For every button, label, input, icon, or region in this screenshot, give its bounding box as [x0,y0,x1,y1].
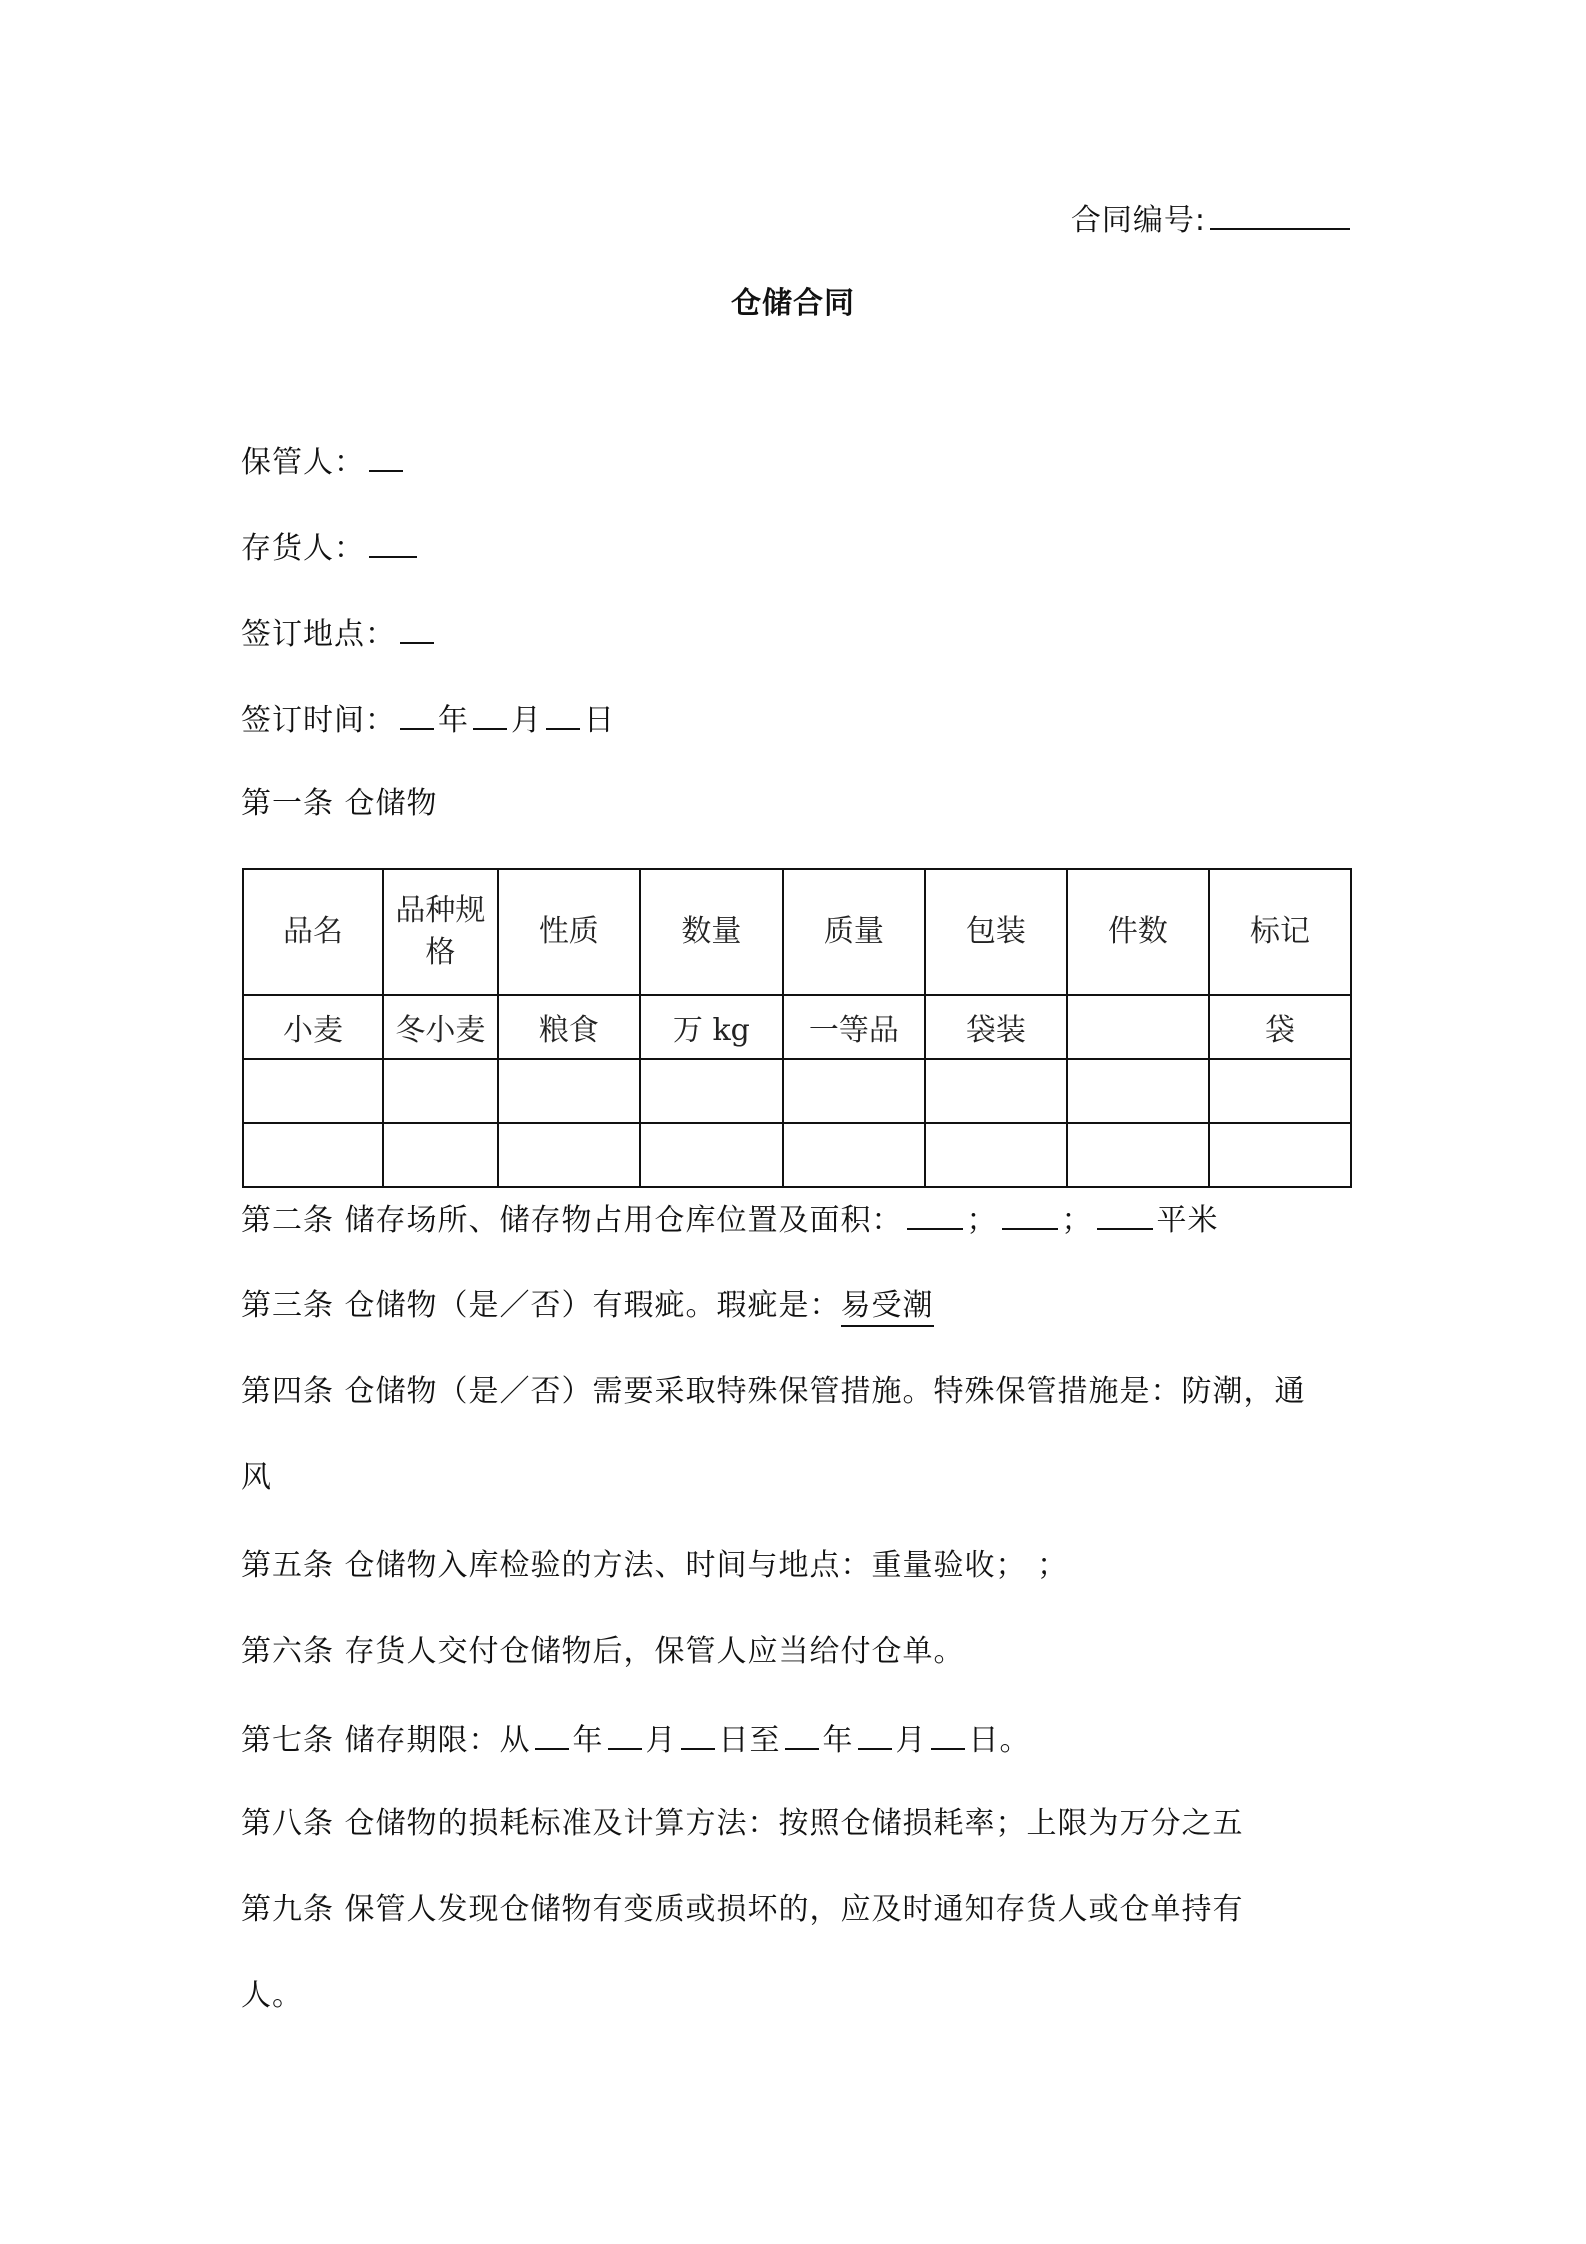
article-6: 第六条 存货人交付仓储物后，保管人应当给付仓单。 [241,1634,965,1669]
table-row [243,1059,1351,1123]
depositor-label: 存货人： [241,531,365,566]
table-cell [383,1059,498,1123]
document-title: 仓储合同 [731,286,855,321]
table-row [243,1123,1351,1187]
article-7-month: 月 [645,1723,677,1758]
article-1-heading: 第一条 仓储物 [241,786,438,821]
article-3-value: 易受潮 [841,1288,934,1327]
table-header-row [243,869,1351,995]
article-9-line-1: 第九条 保管人发现仓储物有变质或损坏的，应及时通知存货人或仓单持有 [241,1892,1244,1927]
table-cell: 袋装 [925,995,1067,1059]
article-7-year-2: 年 [822,1723,854,1758]
table-row [243,995,1351,1059]
article-2-blank-1 [907,1198,963,1230]
header-cell-text: 品种规格 [395,893,486,970]
header-cell: 件数 [1067,869,1209,995]
time-year-blank [400,698,434,730]
header-cell: 数量 [640,869,783,995]
table-cell [925,1123,1067,1187]
article-2-unit: 平米 [1156,1203,1219,1238]
article-7-blank-3 [681,1718,715,1750]
article-7-blank-2 [608,1718,642,1750]
article-2-blank-2 [1002,1198,1058,1230]
header-cell: 包装 [925,869,1067,995]
contract-number-blank [1210,198,1350,230]
article-3-text: 第三条 仓储物（是／否）有瑕疵。瑕疵是： [241,1288,841,1323]
table-cell [498,1123,640,1187]
table-cell [1067,995,1209,1059]
article-5: 第五条 仓储物入库检验的方法、时间与地点：重量验收； ； [241,1548,1069,1583]
table-cell [640,1123,783,1187]
table-cell: 一等品 [783,995,925,1059]
table-cell [243,1059,383,1123]
article-8: 第八条 仓储物的损耗标准及计算方法：按照仓储损耗率；上限为万分之五 [241,1806,1244,1841]
time-month: 月 [511,703,542,738]
depositor-blank [369,526,417,558]
place-label: 签订地点： [241,617,396,652]
contract-number-label: 合同编号: [1070,203,1206,238]
table-cell [498,1059,640,1123]
time-year: 年 [438,703,469,738]
article-2-sep-2: ； [1061,1203,1093,1238]
place-blank [400,612,434,644]
article-7-day-to: 日至 [718,1723,781,1758]
place-line [241,612,438,655]
header-cell: 性质 [498,869,640,995]
article-7-month-2: 月 [895,1723,927,1758]
table-cell: 粮食 [498,995,640,1059]
article-4-line-2: 风 [241,1460,272,1495]
time-day-blank [546,698,580,730]
table-cell [1209,1123,1351,1187]
article-7-blank-1 [535,1718,569,1750]
table-cell [783,1059,925,1123]
table-cell [1067,1059,1209,1123]
article-7 [241,1718,1031,1761]
article-7-end: 日。 [968,1723,1031,1758]
table-cell [383,1123,498,1187]
time-month-blank [473,698,507,730]
time-day: 日 [584,703,615,738]
header-cell: 质量 [783,869,925,995]
time-line [241,698,615,741]
table-cell: 袋 [1209,995,1351,1059]
table-cell [640,1059,783,1123]
depositor-line [241,526,421,569]
table-cell: 冬小麦 [383,995,498,1059]
article-2-blank-3 [1097,1198,1153,1230]
header-cell: 品名 [243,869,383,995]
article-7-blank-4 [785,1718,819,1750]
table-cell [243,1123,383,1187]
article-7-blank-6 [931,1718,965,1750]
article-7-prefix: 第七条 储存期限：从 [241,1723,531,1758]
table-cell [1067,1123,1209,1187]
custodian-label: 保管人： [241,445,365,480]
header-cell: 标记 [1209,869,1351,995]
article-9-line-2: 人。 [241,1978,303,2013]
table-cell [925,1059,1067,1123]
table-cell: 小麦 [243,995,383,1059]
article-7-year: 年 [572,1723,604,1758]
article-2-text: 第二条 储存场所、储存物占用仓库位置及面积： [241,1203,903,1238]
article-2-sep-1: ； [966,1203,998,1238]
custodian-line [241,440,407,483]
custodian-blank [369,440,403,472]
header-cell [383,869,498,995]
table-cell [783,1123,925,1187]
time-label: 签订时间： [241,703,396,738]
contract-number [1071,198,1354,241]
article-3 [241,1286,934,1326]
goods-table [242,868,1352,1188]
article-7-blank-5 [858,1718,892,1750]
table-cell [1209,1059,1351,1123]
article-2 [241,1198,1219,1241]
table-cell: 万 kg [640,995,783,1059]
article-4-line-1: 第四条 仓储物（是／否）需要采取特殊保管措施。特殊保管措施是：防潮，通 [241,1374,1306,1409]
